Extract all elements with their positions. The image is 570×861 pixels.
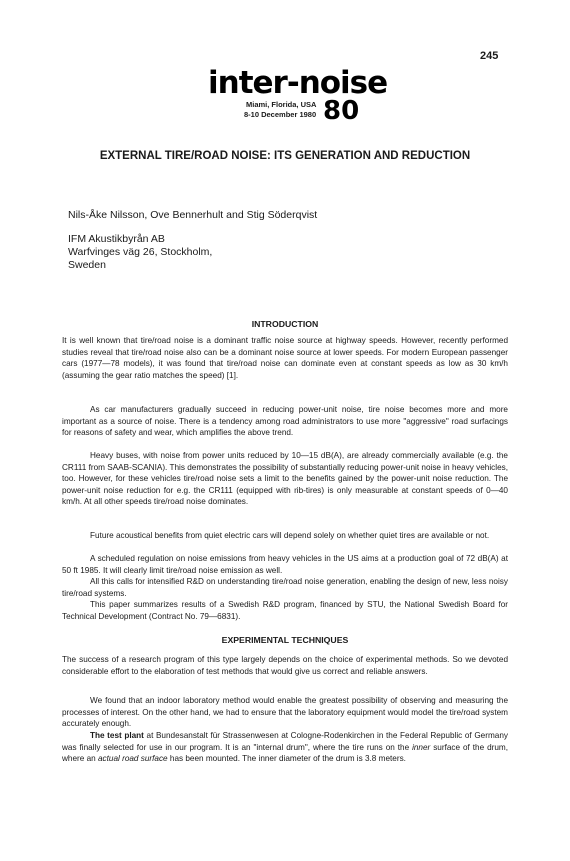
paragraph: Heavy buses, with noise from power units reduced by 10—15 dB(A), are already commercially available (e.g. the CR111 from SAAB-SCANIA). This demonstrates the possibility of substantially reducing power-unit noise in heavy vehicles, too. However, for these vehicles tire/road noise sets a limit to the benefits gained by the power-unit noise reduction. The power-unit noise reduction for e.g. the CR111 (equipped with rib-tires) is only measurable at constant speeds of 0—40 km/h. At all other speeds tire/road noise dominates. — [62, 451, 508, 506]
affiliation-line: Sweden — [68, 259, 106, 271]
paragraph: The success of a research program of this type largely depends on the choice of experimental methods. So we devoted considerable effort to the elaboration of test methods that would give us correct and reliable answers. — [62, 655, 508, 676]
text-run: surface of the drum, where an — [62, 742, 508, 763]
section-heading: EXPERIMENTAL TECHNIQUES — [221, 635, 349, 645]
emphasis-run: inner — [412, 742, 431, 752]
authors: Nils-Åke Nilsson, Ove Bennerhult and Stig Söderqvist — [68, 209, 318, 221]
text-run: has been mounted. The inner diameter of the drum is 3.8 meters. — [167, 754, 406, 763]
logo-location: Miami, Florida, USA — [246, 100, 317, 109]
paragraph: A scheduled regulation on noise emissions from heavy vehicles in the US aims at a production goal of 72 dB(A) at 50 ft 1985. It will clearly limit tire/road noise emission as well. — [62, 554, 508, 575]
section-heading: INTRODUCTION — [251, 319, 319, 329]
paragraph: This paper summarizes results of a Swedish R&D program, financed by STU, the National Swedish Board for Technical Development (Contract No. 79—6831). — [62, 600, 508, 621]
logo-wordmark: inter-noise — [208, 65, 388, 101]
logo-dates: 8-10 December 1980 — [244, 110, 317, 119]
text-run: at Bundesanstalt für Strassenwesen at Cologne-Rodenkirchen in the Federal Republic of Germany was finally selected for use in our program. It is an "internal drum", where the tire runs on the — [62, 731, 508, 752]
paragraph — [62, 730, 508, 765]
paragraph: Future acoustical benefits from quiet electric cars will depend solely on whether quiet tires are available or not. — [90, 531, 490, 540]
paragraph: It is well known that tire/road noise is a dominant traffic noise source at highway speeds. However, recently performed studies reveal that tire/road noise also can be a dominant noise source at lower speeds. For modern European passenger cars (1977—78 models), it was found that tire/road noise can dominate even at constant speeds as low as 30 km/h (assuming the gear ratio matches the speed) [1]. — [62, 336, 508, 380]
paragraph: As car manufacturers gradually succeed in reducing power-unit noise, tire noise becomes more and more important as a source of noise. There is a tendency among road administrators to use more "aggressive" road surfacings for reasons of safety and wear, which amplifies the above trend. — [62, 405, 508, 437]
paragraph: We found that an indoor laboratory method would enable the greatest possibility of observing and measuring the processes of interest. On the other hand, we had to ensure that the laboratory equipment would model the tire/road system accurately enough. — [62, 696, 508, 728]
affiliation-line: Warfvinges väg 26, Stockholm, — [68, 246, 213, 258]
paper-title: EXTERNAL TIRE/ROAD NOISE: ITS GENERATION AND REDUCTION — [99, 150, 471, 162]
emphasis-run: actual road surface — [97, 754, 168, 763]
page-number: 245 — [480, 50, 499, 62]
affiliation-line: IFM Akustikbyrån AB — [68, 233, 165, 245]
run-in-heading: The test plant — [90, 731, 144, 740]
paragraph: All this calls for intensified R&D on understanding tire/road noise generation, enabling the design of new, less noisy tire/road systems. — [62, 577, 508, 598]
logo-year: 80 — [323, 96, 360, 126]
